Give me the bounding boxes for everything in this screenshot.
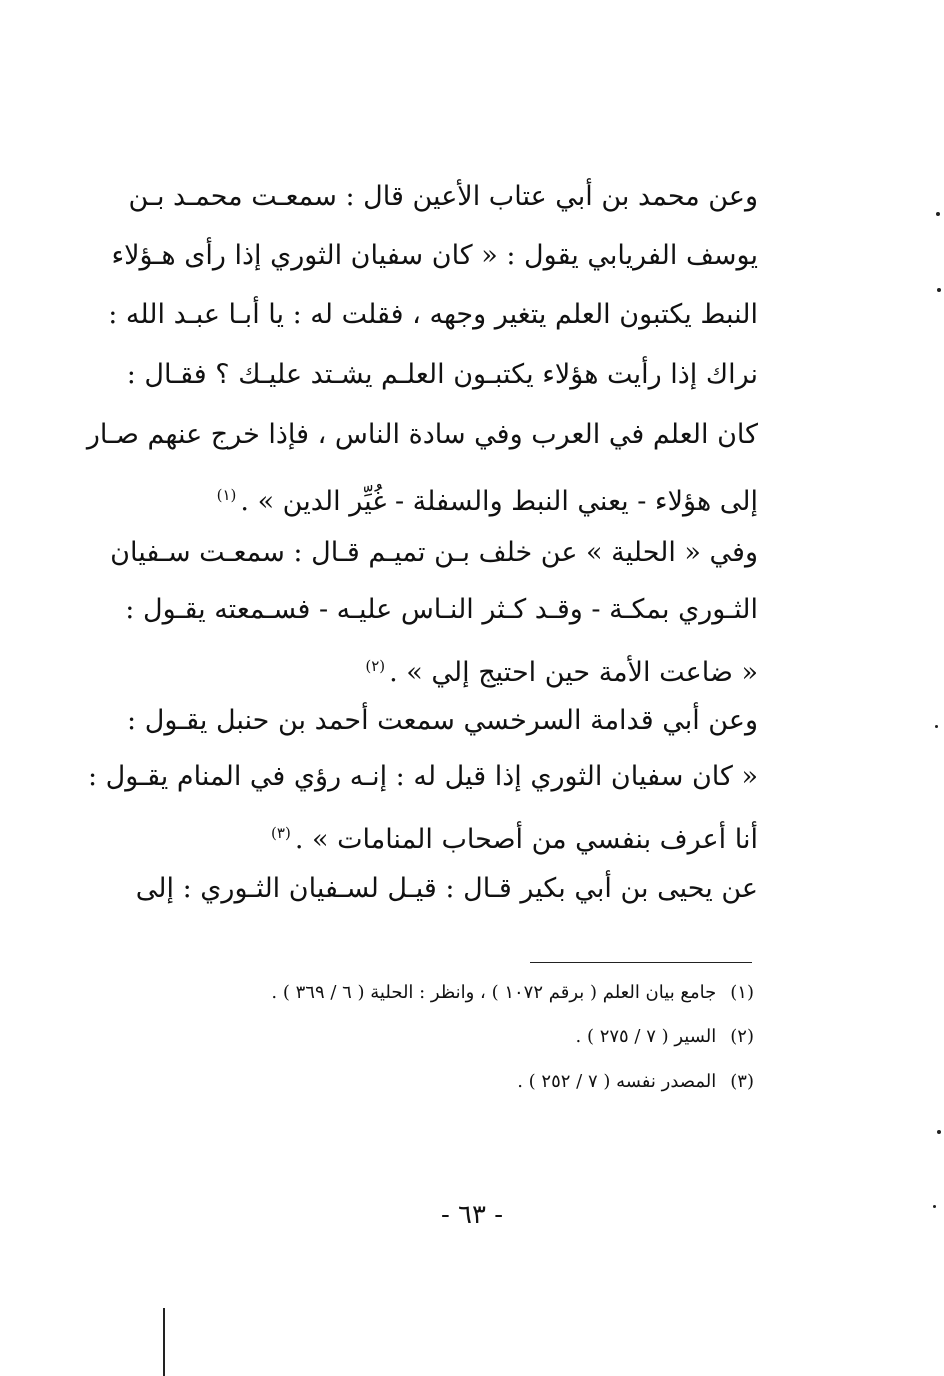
text-line-7: وفي « الحلية » عن خلف بـن تميـم قـال : سمعـت سـفيان — [110, 537, 758, 568]
text-line-9-content: « ضاعت الأمة حين احتيج إلي » . — [389, 657, 758, 688]
text-line-12-content: أنا أعرف بنفسي من أصحاب المنامات » . — [294, 824, 758, 855]
scan-speck — [933, 1205, 936, 1208]
footnote-ref-3[interactable]: (٣) — [271, 824, 291, 842]
text-line-6-content: إلى هؤلاء - يعني النبط والسفلة - غُيِّر الدين » . — [240, 486, 758, 517]
footnote-1-number: (١) — [730, 982, 754, 1003]
footnote-2-text: السير ( ٧ / ٢٧٥ ) . — [575, 1026, 717, 1047]
scan-edge-line — [163, 1308, 165, 1376]
footnote-3-text: المصدر نفسه ( ٧ / ٢٥٢ ) . — [517, 1071, 717, 1092]
text-line-6 — [166, 470, 758, 527]
text-line-3: النبط يكتبون العلم يتغير وجهه ، فقلت له : يا أبـا عبـد الله : — [108, 299, 758, 330]
footnote-2-number: (٢) — [730, 1026, 754, 1047]
text-line-8: الثـوري بمكـة - وقـد كـثر النـاس عليـه - فسـمعته يقـول : — [125, 594, 758, 625]
page-number: - ٦٣ - — [440, 1200, 504, 1230]
footnote-divider — [530, 962, 752, 963]
text-line-2: يوسف الفريابي يقول : « كان سفيان الثوري إذا رأى هـؤلاء — [111, 240, 758, 271]
scan-speck — [935, 725, 938, 728]
footnote-ref-1[interactable]: (١) — [216, 486, 237, 504]
text-line-13: عن يحيى بن أبي بكير قـال : قيـل لسـفيان الثـوري : إلى — [135, 873, 758, 904]
scan-speck — [937, 1130, 941, 1134]
text-line-1: وعن محمد بن أبي عتاب الأعين قال : سمعـت محمـد بـن — [128, 181, 758, 212]
scan-speck — [937, 288, 941, 292]
footnote-ref-2[interactable]: (٢) — [365, 657, 386, 675]
footnote-3 — [517, 1067, 754, 1097]
footnote-2 — [576, 1022, 755, 1052]
footnote-3-number: (٣) — [730, 1071, 754, 1092]
text-line-4: نراك إذا رأيت هؤلاء يكتبـون العلـم يشـتد عليـك ؟ فقـال : — [126, 359, 758, 390]
text-line-11: « كان سفيان الثوري إذا قيل له : إنـه رؤي في المنام يقـول : — [87, 761, 758, 792]
text-line-9 — [166, 641, 758, 698]
footnote-1 — [271, 978, 754, 1008]
text-line-12 — [166, 808, 758, 865]
scan-speck — [936, 212, 940, 216]
footnote-1-text: جامع بيان العلم ( برقم ١٠٧٢ ) ، وانظر : الحلية ( ٦ / ٣٦٩ ) . — [271, 982, 717, 1003]
text-line-5: كان العلم في العرب وفي سادة الناس ، فإذا خرج عنهم صـار — [86, 419, 758, 450]
text-line-10: وعن أبي قدامة السرخسي سمعت أحمد بن حنبل يقـول : — [127, 705, 758, 736]
